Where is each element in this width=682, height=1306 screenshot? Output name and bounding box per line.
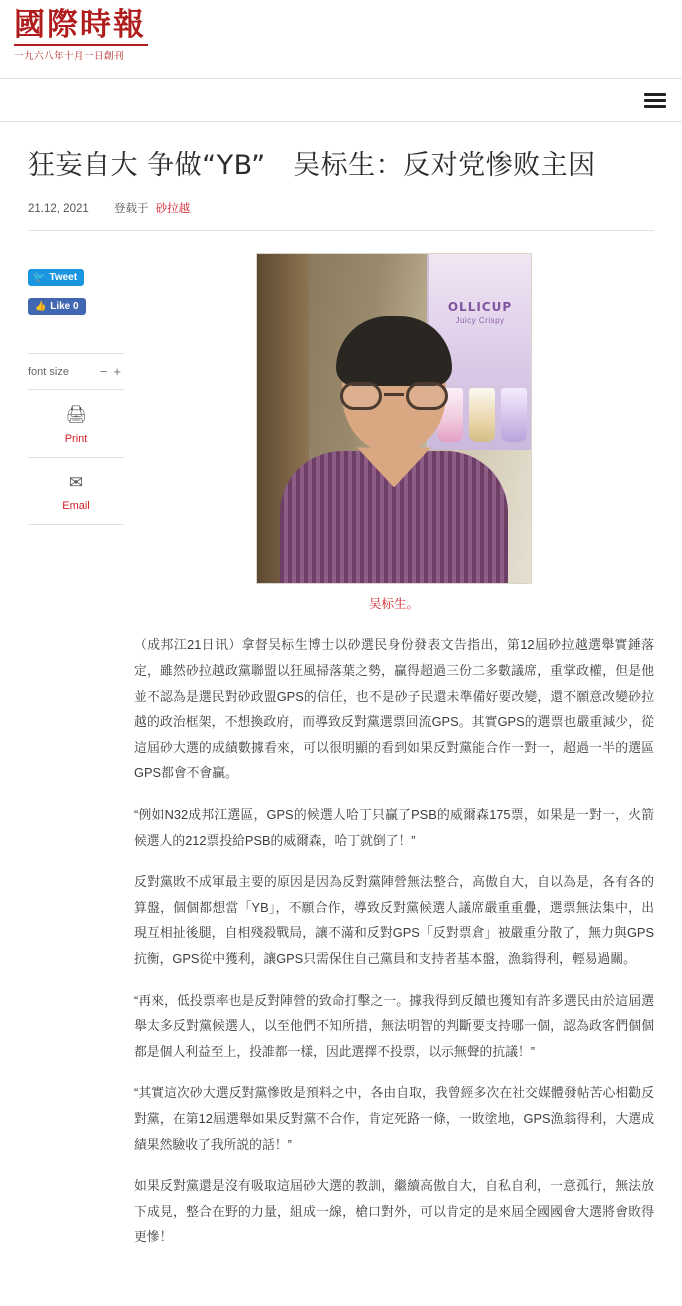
article-figure (134, 253, 654, 614)
poster-cup-icon (501, 388, 527, 442)
printer-icon: 🖨 (65, 405, 87, 425)
article-content (0, 231, 682, 1305)
poster-cup-icon (469, 388, 495, 442)
page-title: 狂妄自大 争做“YB” 吴标生：反对党惨败主因 (28, 150, 596, 181)
article-paragraph: “其實這次砂大選反對黨慘敗是預料之中，各由自取，我曾經多次在社交媒體發帖苦心相勸反對黨，在第12屆選舉如果反對黨不合作，肯定死路一條，一敗塗地，GPS漁翁得利，大選成績果然驗收了我所説的話！” (134, 1085, 654, 1152)
hamburger-bar (644, 99, 666, 102)
article-paragraph: 如果反對黨還是沒有吸取這屆砂大選的教訓，繼續高傲自大，自私自利，一意孤行，無法放下成見，整合在野的力量，組成一線，槍口對外，可以肯定的是來屆全國國會大選將會敗得更慘！ (134, 1178, 654, 1245)
email-tool[interactable] (28, 458, 124, 525)
article-body (124, 253, 654, 1265)
article-paragraph: “再來，低投票率也是反對陣營的致命打擊之一。據我得到反饋也獲知有許多選民由於這屆選舉太多反對黨候選人，以至他們不知所措，無法明智的判斷要支持哪一個，認為政客們個個都是個人利益至上，投誰都一樣，因此選擇不投票，以示無聲的抗議！” (134, 992, 654, 1059)
glasses-bridge (384, 393, 404, 396)
glasses-lens-left (340, 382, 382, 410)
photo-subject-glasses (340, 382, 448, 412)
hamburger-bar (644, 105, 666, 108)
article-date: 21.12, 2021 (28, 203, 89, 216)
like-button-label: Like 0 (50, 301, 79, 313)
email-label[interactable]: Email (62, 499, 90, 512)
logo-underline (14, 44, 148, 46)
facebook-like-button[interactable] (28, 298, 86, 315)
twitter-bird-icon: 🐦 (33, 272, 46, 284)
tweet-button[interactable] (28, 269, 84, 286)
thumbs-up-icon: 👍 (35, 300, 47, 311)
article-photo (256, 253, 532, 584)
share-sidebar (28, 253, 124, 524)
hamburger-icon[interactable] (644, 90, 666, 111)
font-decrease-button[interactable]: − (99, 364, 108, 380)
font-size-label: font size (28, 365, 69, 378)
hamburger-bar (644, 93, 666, 96)
font-size-control (28, 353, 124, 390)
article-paragraph: “例如N32成邦江選區，GPS的候選人哈丁只贏了PSB的威爾森175票，如果是一對一，火箭候選人的212票投給PSB的威爾森，哈丁就倒了！” (134, 807, 654, 848)
print-label[interactable]: Print (64, 432, 88, 445)
photo-caption: 吴标生。 (368, 597, 419, 612)
font-increase-button[interactable]: + (113, 364, 121, 380)
posted-in-label: 登载于 (113, 203, 149, 216)
article-header (0, 122, 682, 231)
article-paragraph: 反對黨敗不成軍最主要的原因是因為反對黨陣營無法整合，高傲自大，自以為是，各有各的算盤，個個都想當「YB」，不願合作，導致反對黨候選人議席嚴重重疊，選票無法集中，出現互相扯後腿，自相殘殺戰局，讓不滿和反對GPS「反對票倉」被嚴重分散了，無力與GPS抗衡，GPS從中獲利，讓GPS只需保住自己黨員和支持者基本盤，漁翁得利，輕易過關。 (134, 874, 654, 966)
poster-text-primary: OLLICUP (447, 300, 513, 315)
article-paragraph: （成邦江21日讯）拿督吴标生博士以砂選民身份發表文告指出，第12屆砂拉越選舉實錘落定，雖然砂拉越政黨聯盟以狂風掃落葉之勢，贏得超過三份二多數議席，重掌政權，但是他並不認為是選民對砂政盟GPS的信任，也不是砂子民還未準備好要改變，還不願意改變砂拉越的政治框架，不想換政府，而導致反對黨選票回流GPS。其實GPS的選票也嚴重減少，從這屆砂大選的成績數據看來，可以很明顯的看到如果反對黨能合作一對一，超過一半的選區GPS都會不會贏。 (134, 637, 654, 781)
site-logo[interactable] (14, 8, 148, 62)
article-category-link[interactable]: 砂拉越 (155, 203, 191, 216)
site-masthead (0, 0, 682, 78)
site-logo-subtitle: 一九六八年十月一日創刊 (14, 51, 125, 63)
site-logo-title: 國際時報 (14, 7, 146, 43)
poster-text-secondary: Juicy Crispy (455, 316, 505, 326)
main-navbar (0, 78, 682, 122)
print-tool[interactable] (28, 390, 124, 457)
tweet-button-label: Tweet (49, 272, 78, 284)
glasses-lens-right (406, 382, 448, 410)
envelope-icon: ✉ (68, 472, 84, 492)
article-meta (28, 200, 654, 230)
